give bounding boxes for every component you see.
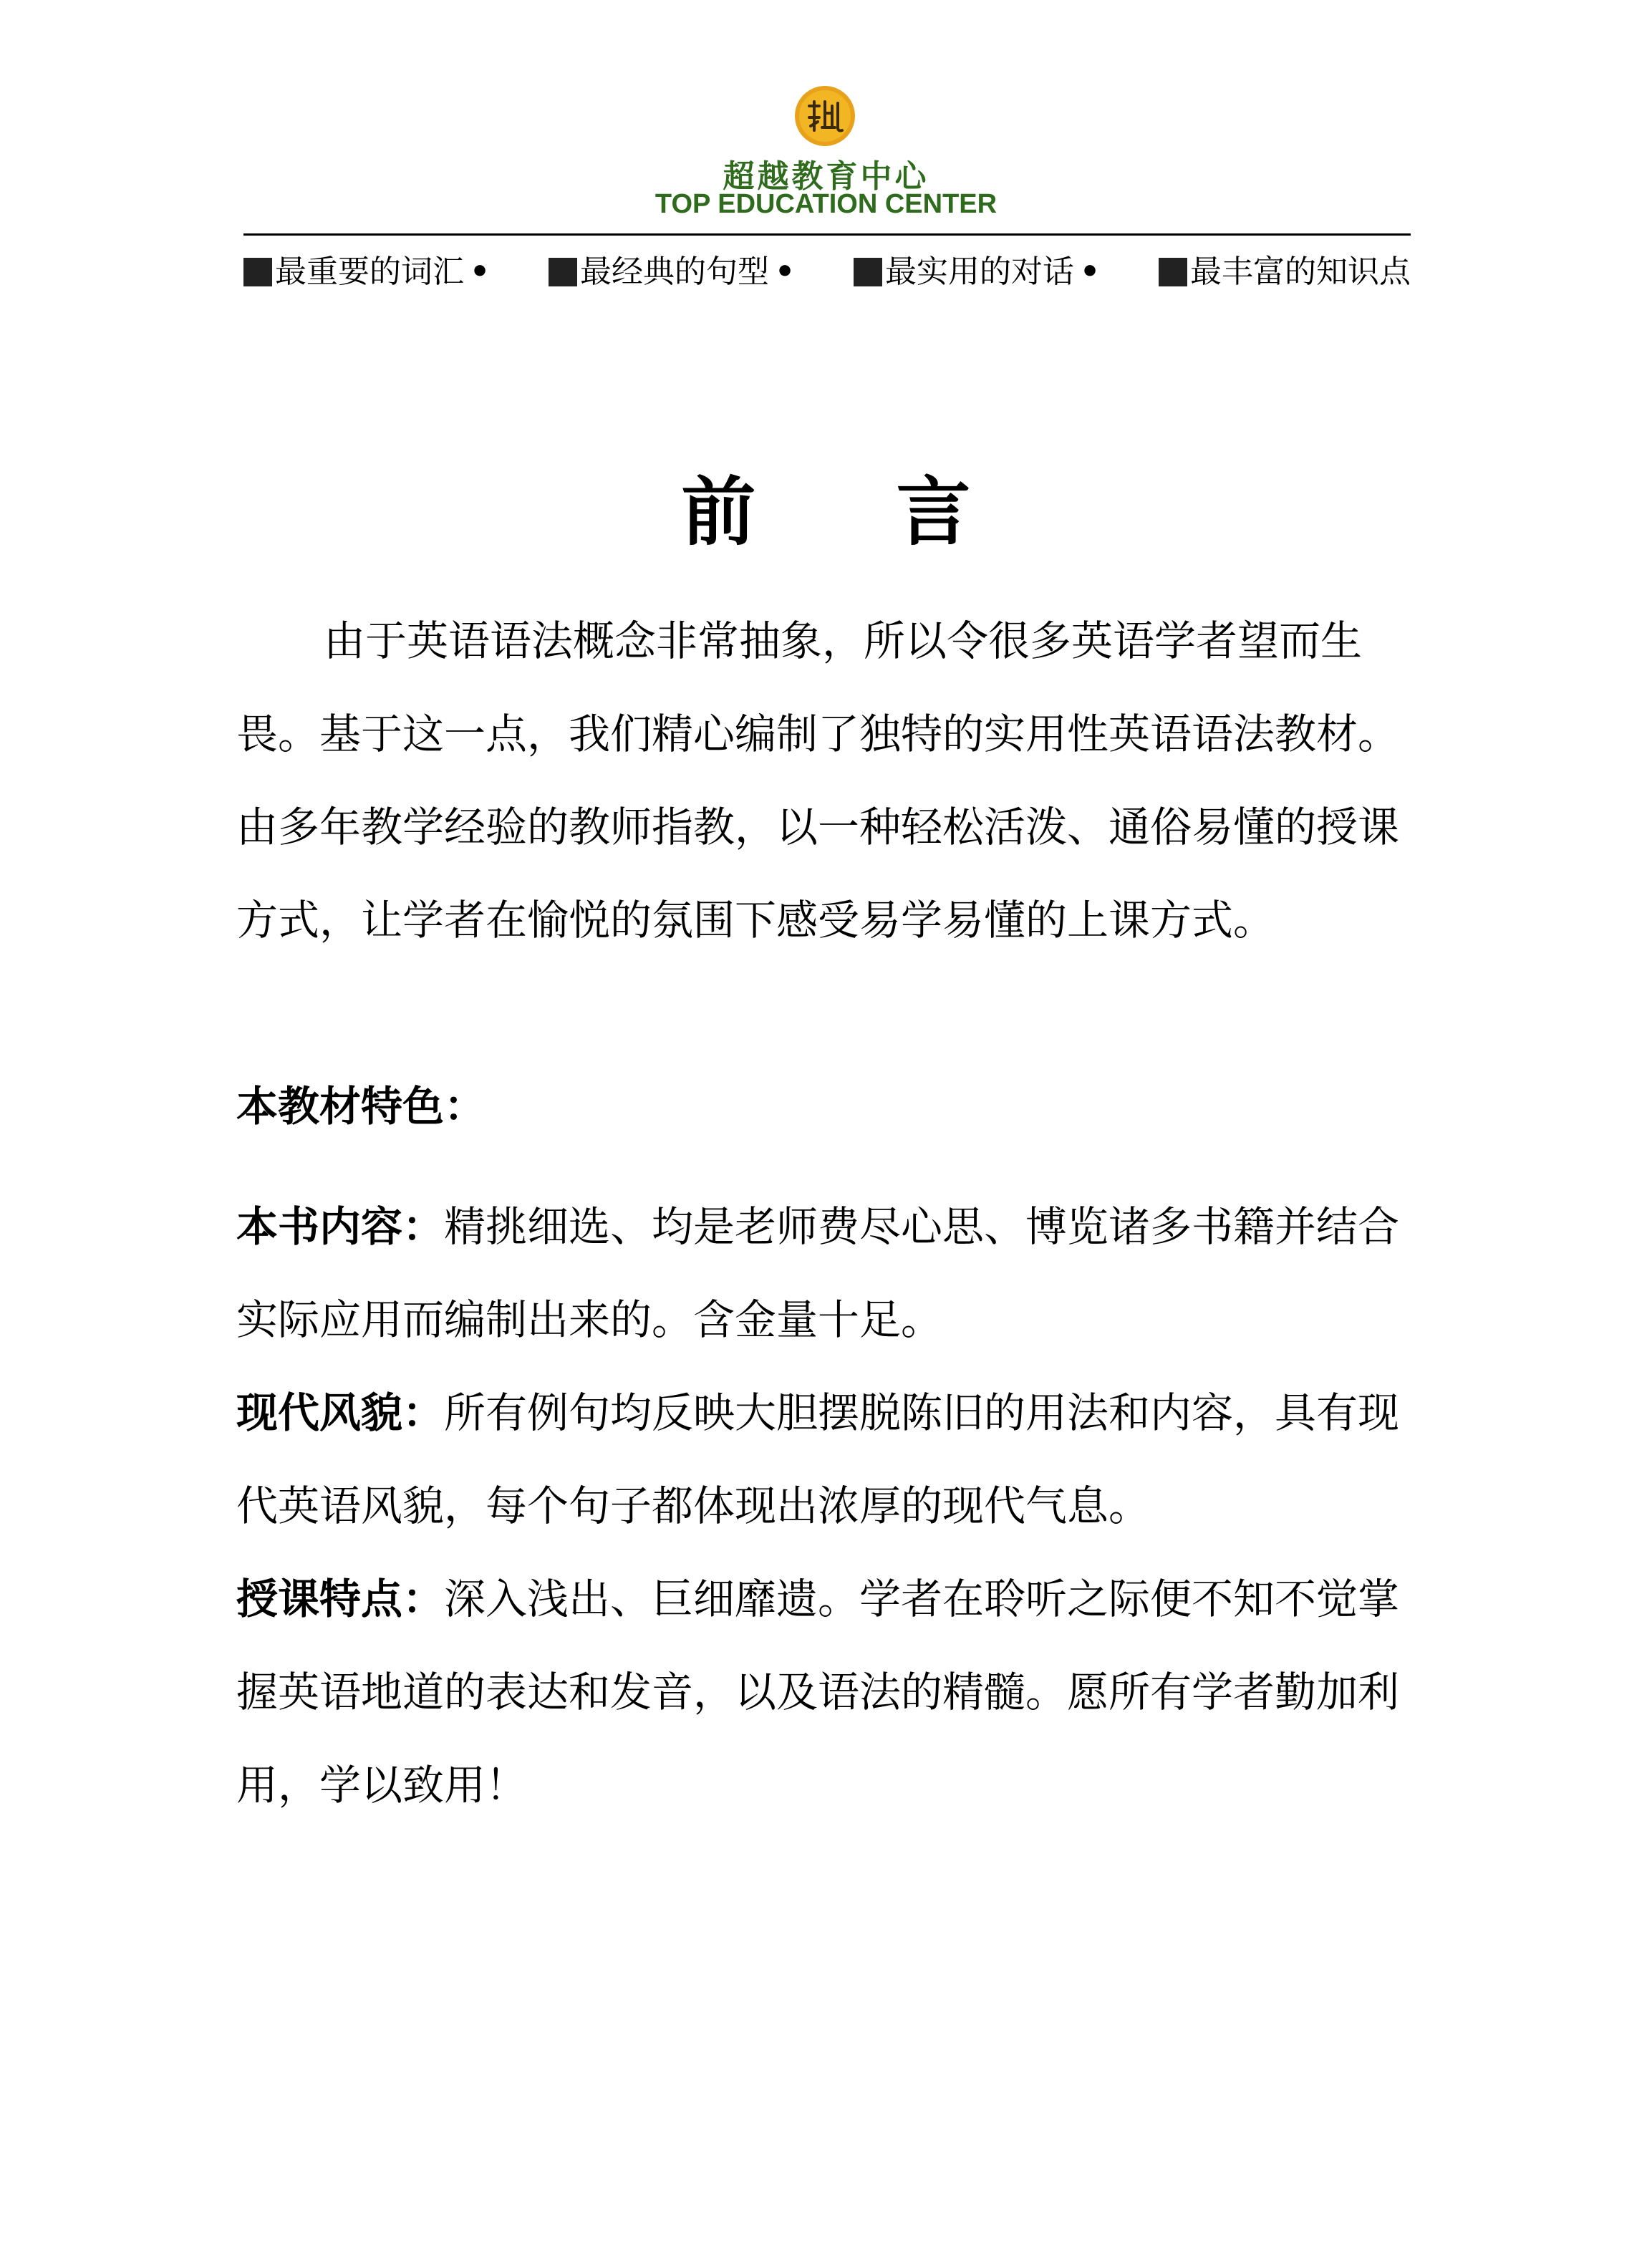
gold-seal-logo-icon [793,84,856,148]
intro-paragraph: 由于英语语法概念非常抽象，所以令很多英语学者望而生畏。基于这一点，我们精心编制了独特的实用性英语语法教材。由多年教学经验的教师指教，以一种轻松活泼、通俗易懂的授课方式，让学者在愉悦的氛围下感受易学易懂的上课方式。 [236,617,1400,944]
features-heading: 本教材特色： [236,1082,486,1131]
separator-dot: • [470,253,491,290]
brand-name-en: TOP EDUCATION CENTER [654,189,998,219]
feature-label: 授课特点： [236,1575,445,1623]
page-title: 前 言 [681,468,1028,556]
feature-text: 所有例句均反映大胆摆脱陈旧的用法和内容，具有现代英语风貌，每个句子都体现出浓厚的现代气息。 [236,1388,1400,1530]
feature-item [236,1366,1425,1552]
tagline-item [1159,251,1411,294]
tagline-item [854,251,1100,294]
square-bullet-icon [549,258,577,286]
tagline-text: 最经典的句型 [580,253,769,290]
square-bullet-icon [854,258,882,286]
brand-name-cn: 超越教育中心 [723,158,929,195]
separator-dot: • [775,253,796,290]
tagline-text: 最重要的词汇 [275,253,464,290]
page-header [0,0,1652,301]
header-divider [243,233,1411,236]
tagline-item [549,251,795,294]
tagline-text: 最丰富的知识点 [1190,253,1411,290]
feature-label: 本书内容： [236,1202,445,1251]
tagline-text: 最实用的对话 [885,253,1074,290]
square-bullet-icon [243,258,272,286]
tagline [243,251,1411,294]
features-list [236,1180,1425,1832]
feature-text: 深入浅出、巨细靡遗。学者在聆听之际便不知不觉掌握英语地道的表达和发音，以及语法的精髓。愿所有学者勤加利用，学以致用！ [236,1575,1400,1809]
feature-label: 现代风貌： [236,1388,445,1437]
feature-text: 精挑细选、均是老师费尽心思、博览诸多书籍并结合实际应用而编制出来的。含金量十足。 [236,1202,1400,1344]
square-bullet-icon [1159,258,1187,286]
tagline-item [243,251,490,294]
separator-dot: • [1080,253,1101,290]
feature-item [236,1552,1425,1832]
feature-item [236,1180,1425,1366]
